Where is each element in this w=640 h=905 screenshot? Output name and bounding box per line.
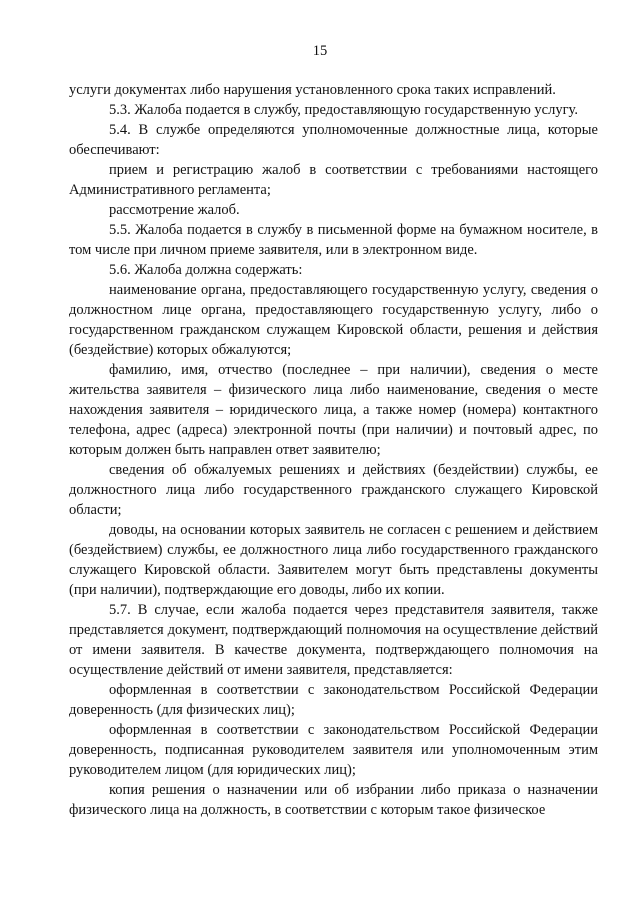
paragraph: доводы, на основании которых заявитель не согласен с решением и действием (бездействием) службы, ее должностного лица либо государственного гражданского служащего Кировской области. Заявителем могут быть представлены документы (при наличии), подтверждающие его доводы, либо их копии. <box>69 522 598 598</box>
paragraph: прием и регистрацию жалоб в соответствии с требованиями настоящего Административного регламента; <box>69 162 598 198</box>
paragraph: копия решения о назначении или об избрании либо приказа о назначении физического лица на должность, в соответствии с которым такое физическое <box>69 782 598 818</box>
paragraph: наименование органа, предоставляющего государственную услугу, сведения о должностном лице органа, предоставляющего государственную услугу, либо о государственном гражданском служащем Кировской области, решения и действия (бездействие) которых обжалуются; <box>69 282 598 358</box>
page-number: 15 <box>312 43 328 59</box>
paragraph: оформленная в соответствии с законодательством Российской Федерации доверенность (для физических лиц); <box>69 682 598 718</box>
paragraph: рассмотрение жалоб. <box>109 202 240 218</box>
document-body <box>69 80 598 820</box>
paragraph: 5.4. В службе определяются уполномоченные должностные лица, которые обеспечивают: <box>69 122 598 158</box>
paragraph: 5.5. Жалоба подается в службу в письменной форме на бумажном носителе, в том числе при личном приеме заявителя, или в электронном виде. <box>69 222 598 258</box>
paragraph: 5.6. Жалоба должна содержать: <box>109 262 303 278</box>
paragraph: услуги документах либо нарушения установленного срока таких исправлений. <box>69 82 556 98</box>
paragraph: сведения об обжалуемых решениях и действиях (бездействии) службы, ее должностного лица либо государственного гражданского служащего Кировской области; <box>69 462 598 518</box>
paragraph: 5.7. В случае, если жалоба подается через представителя заявителя, также представляется документ, подтверждающий полномочия на осуществление действий от имени заявителя. В качестве документа, подтверждающего полномочия на осуществление действий от имени заявителя, представляется: <box>69 602 598 678</box>
paragraph: фамилию, имя, отчество (последнее – при наличии), сведения о месте жительства заявителя – физического лица либо наименование, сведения о месте нахождения заявителя – юридического лица, а также номер (номера) контактного телефона, адрес (адреса) электронной почты (при наличии) и почтовый адрес, по которым должен быть направлен ответ заявителю; <box>69 362 598 458</box>
paragraph: оформленная в соответствии с законодательством Российской Федерации доверенность, подписанная руководителем заявителя или уполномоченным этим руководителем лицом (для юридических лиц); <box>69 722 598 778</box>
paragraph: 5.3. Жалоба подается в службу, предоставляющую государственную услугу. <box>109 102 578 118</box>
